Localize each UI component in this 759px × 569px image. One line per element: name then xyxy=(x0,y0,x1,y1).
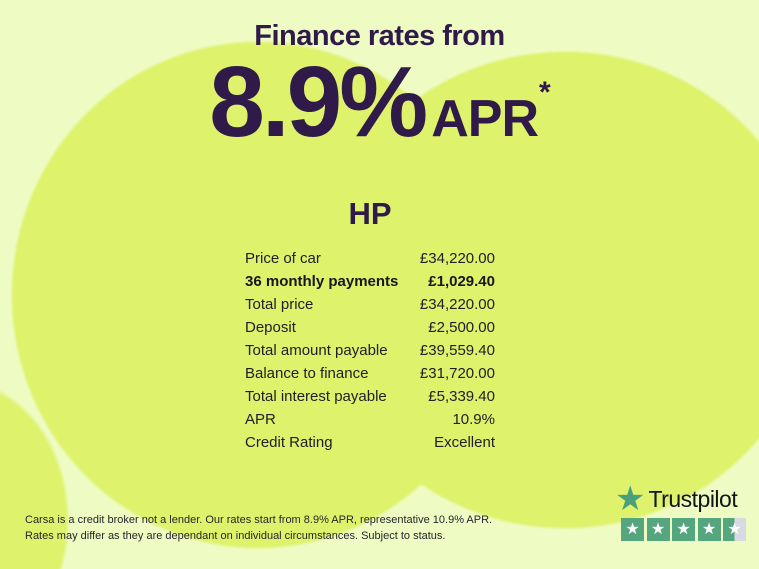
trustpilot-logo xyxy=(615,480,751,518)
trustpilot-rating-stars xyxy=(621,518,751,541)
disclaimer-line-1: Carsa is a credit broker not a lender. Our rates start from 8.9% APR, representative 10.9% APR. xyxy=(25,514,493,526)
row-value: £34,220.00 xyxy=(419,296,495,313)
table-row xyxy=(245,362,495,385)
row-value: £39,559.40 xyxy=(419,342,495,359)
star-box-half xyxy=(723,518,746,541)
table-row-highlighted xyxy=(245,270,495,293)
row-label: Total interest payable xyxy=(245,388,387,405)
star-icon: ★ xyxy=(676,521,691,538)
trustpilot-star-icon: ★ xyxy=(615,480,646,518)
table-row xyxy=(245,408,495,431)
star-icon: ★ xyxy=(625,521,640,538)
table-row xyxy=(245,385,495,408)
row-value: £1,029.40 xyxy=(428,273,495,290)
finance-table xyxy=(245,247,495,454)
star-box-full xyxy=(698,518,721,541)
star-box-full xyxy=(647,518,670,541)
row-value: 10.9% xyxy=(452,411,495,428)
banner-title: Finance rates from xyxy=(254,20,505,52)
product-heading: HP xyxy=(348,196,392,231)
row-label: Price of car xyxy=(245,250,321,267)
table-row xyxy=(245,316,495,339)
star-icon: ★ xyxy=(701,521,717,538)
row-label: 36 monthly payments xyxy=(245,273,399,290)
row-label: Balance to finance xyxy=(245,365,369,382)
row-label: Total amount payable xyxy=(245,342,388,359)
row-label: Credit Rating xyxy=(245,434,333,451)
row-label: APR xyxy=(245,411,276,428)
disclaimer-line-2: Rates may differ as they are dependant on individual circumstances. Subject to status. xyxy=(25,530,446,542)
hero-rate-value: 8.9% xyxy=(209,46,426,158)
star-box-full xyxy=(621,518,644,541)
table-row xyxy=(245,293,495,316)
hero-rate-block xyxy=(0,46,759,158)
apr-label: APR xyxy=(431,90,539,148)
star-box-full xyxy=(672,518,695,541)
table-row xyxy=(245,431,495,454)
row-label: Total price xyxy=(245,296,314,313)
legal-disclaimer xyxy=(25,512,492,544)
trustpilot-badge[interactable] xyxy=(615,480,751,541)
row-value: £2,500.00 xyxy=(428,319,495,336)
star-icon: ★ xyxy=(727,521,742,538)
table-row xyxy=(245,247,495,270)
row-value: Excellent xyxy=(434,434,495,451)
row-value: £34,220.00 xyxy=(419,250,495,267)
table-row xyxy=(245,339,495,362)
row-value: £31,720.00 xyxy=(419,365,495,382)
row-label: Deposit xyxy=(245,319,296,336)
hero-rate-unit xyxy=(431,76,549,149)
trustpilot-brand-text: Trustpilot xyxy=(648,485,738,512)
star-icon: ★ xyxy=(650,521,666,538)
row-value: £5,339.40 xyxy=(428,388,495,405)
footnote-asterisk: * xyxy=(539,76,550,109)
